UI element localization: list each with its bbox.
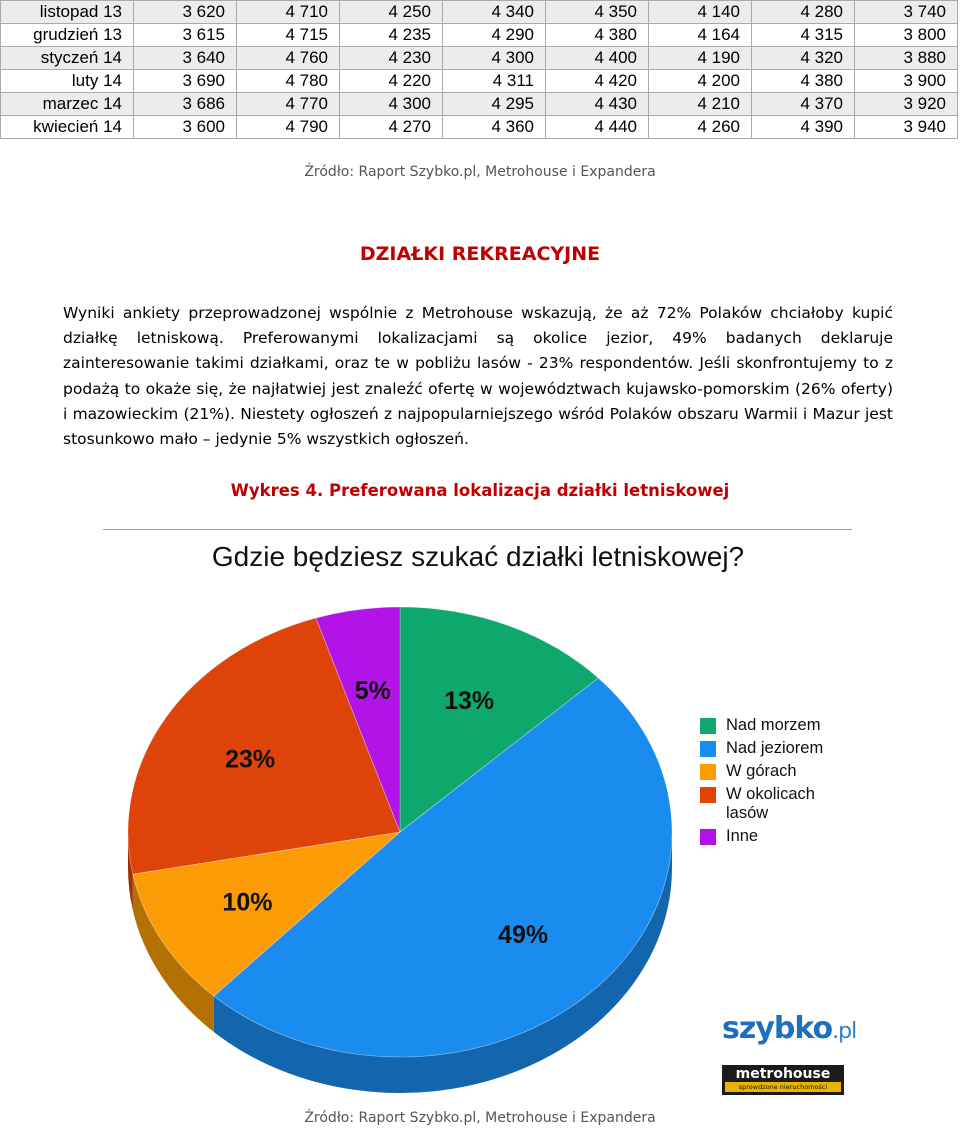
table-cell-value: 4 260 [649, 116, 752, 139]
table-cell-value: 4 290 [443, 24, 546, 47]
table-cell-value: 3 740 [855, 1, 958, 24]
chart-caption: Wykres 4. Preferowana lokalizacja działki letniskowej [230, 481, 730, 500]
table-cell-value: 4 220 [340, 70, 443, 93]
source-note-bottom: Źródło: Raport Szybko.pl, Metrohouse i Expandera [304, 1110, 656, 1126]
legend-label: Nad morzem [726, 716, 821, 734]
metrohouse-logo [722, 1065, 844, 1095]
table-cell-value: 4 390 [752, 116, 855, 139]
table-cell-value: 3 940 [855, 116, 958, 139]
table-cell-value: 4 140 [649, 1, 752, 24]
table-cell-value: 4 300 [443, 47, 546, 70]
pie-data-label: 10% [222, 888, 273, 917]
table-cell-value: 4 230 [340, 47, 443, 70]
table-cell-value: 4 340 [443, 1, 546, 24]
table-cell-value: 4 200 [649, 70, 752, 93]
metrohouse-logo-tagline: sprowdzone nieruchomości [725, 1082, 841, 1092]
table-cell-value: 3 920 [855, 93, 958, 116]
table-cell-value: 4 760 [237, 47, 340, 70]
szybko-logo-text: szybko [722, 1011, 833, 1046]
table-cell-value: 4 790 [237, 116, 340, 139]
table-cell-month: styczeń 14 [1, 47, 134, 70]
table-cell-value: 3 615 [134, 24, 237, 47]
legend-swatch [700, 718, 716, 734]
table-cell-value: 4 350 [546, 1, 649, 24]
szybko-logo-suffix: .pl [832, 1019, 857, 1044]
table-cell-value: 4 164 [649, 24, 752, 47]
chart-title: Gdzie będziesz szukać działki letniskowej? [211, 541, 745, 572]
legend-item [700, 827, 840, 846]
table-cell-value: 3 690 [134, 70, 237, 93]
table-cell-month: kwiecień 14 [1, 116, 134, 139]
chart-legend [700, 716, 840, 850]
table-cell-value: 4 715 [237, 24, 340, 47]
table-cell-value: 4 250 [340, 1, 443, 24]
table-cell-value: 4 440 [546, 116, 649, 139]
legend-swatch [700, 741, 716, 757]
szybko-logo [722, 1011, 856, 1046]
table-cell-value: 4 295 [443, 93, 546, 116]
table-cell-value: 4 770 [237, 93, 340, 116]
table-cell-value: 4 370 [752, 93, 855, 116]
pie-data-label: 5% [354, 676, 391, 705]
table-cell-month: grudzień 13 [1, 24, 134, 47]
legend-item [700, 739, 840, 758]
table-cell-month: listopad 13 [1, 1, 134, 24]
table-cell-value: 3 900 [855, 70, 958, 93]
legend-swatch [700, 787, 716, 803]
pie-data-label: 49% [498, 920, 549, 949]
table-cell-value: 4 320 [752, 47, 855, 70]
legend-label: Inne [726, 827, 759, 845]
table-cell-value: 4 710 [237, 1, 340, 24]
table-cell-value: 4 400 [546, 47, 649, 70]
pie-data-label: 13% [444, 686, 495, 715]
table-cell-value: 3 880 [855, 47, 958, 70]
section-title: DZIAŁKI REKREACYJNE [359, 243, 601, 265]
table-cell-value: 3 600 [134, 116, 237, 139]
table-cell-value: 4 300 [340, 93, 443, 116]
table-cell-value: 4 780 [237, 70, 340, 93]
table-cell-value: 4 311 [443, 70, 546, 93]
table-cell-value: 4 190 [649, 47, 752, 70]
table-cell-value: 4 210 [649, 93, 752, 116]
table-cell-value: 4 235 [340, 24, 443, 47]
table-cell-value: 4 280 [752, 1, 855, 24]
legend-swatch [700, 764, 716, 780]
pie-data-label: 23% [225, 745, 276, 774]
table-cell-value: 3 686 [134, 93, 237, 116]
legend-item [700, 785, 840, 823]
table-cell-value: 3 800 [855, 24, 958, 47]
source-note: Źródło: Raport Szybko.pl, Metrohouse i Expandera [304, 164, 656, 180]
table-cell-value: 3 640 [134, 47, 237, 70]
table-cell-value: 4 380 [752, 70, 855, 93]
legend-item [700, 716, 840, 735]
table-cell-value: 4 380 [546, 24, 649, 47]
body-paragraph: Wyniki ankiety przeprowadzonej wspólnie z Metrohouse wskazują, że aż 72% Polaków chciałoby kupić działkę letniskową. Preferowanymi lokalizacjami są okolice jezior, 49% badanych deklaruje zainteresowanie takimi działkami, oraz te w pobliżu lasów - 23% respondentów. Jeśli skonfrontujemy to z podażą to okaże się, że najłatwiej jest znaleźć ofertę w województwach kujawsko-pomorskim (26% oferty) i mazowieckim (21%). Niestety ogłoszeń z najpopularniejszego wśród Polaków obszaru Warmii i Mazur jest stosunkowo mało – jedynie 5% wszystkich ogłoszeń. [63, 304, 893, 449]
legend-swatch [700, 829, 716, 845]
legend-label: W górach [726, 762, 797, 780]
table-cell-month: marzec 14 [1, 93, 134, 116]
table-cell-value: 3 620 [134, 1, 237, 24]
table-cell-value: 4 420 [546, 70, 649, 93]
table-cell-value: 4 360 [443, 116, 546, 139]
legend-item [700, 762, 840, 781]
table-cell-value: 4 315 [752, 24, 855, 47]
legend-label: W okolicach lasów [726, 785, 815, 822]
table-cell-value: 4 430 [546, 93, 649, 116]
table-cell-value: 4 270 [340, 116, 443, 139]
legend-label: Nad jeziorem [726, 739, 824, 757]
table-cell-month: luty 14 [1, 70, 134, 93]
metrohouse-logo-name: metrohouse [735, 1066, 831, 1082]
